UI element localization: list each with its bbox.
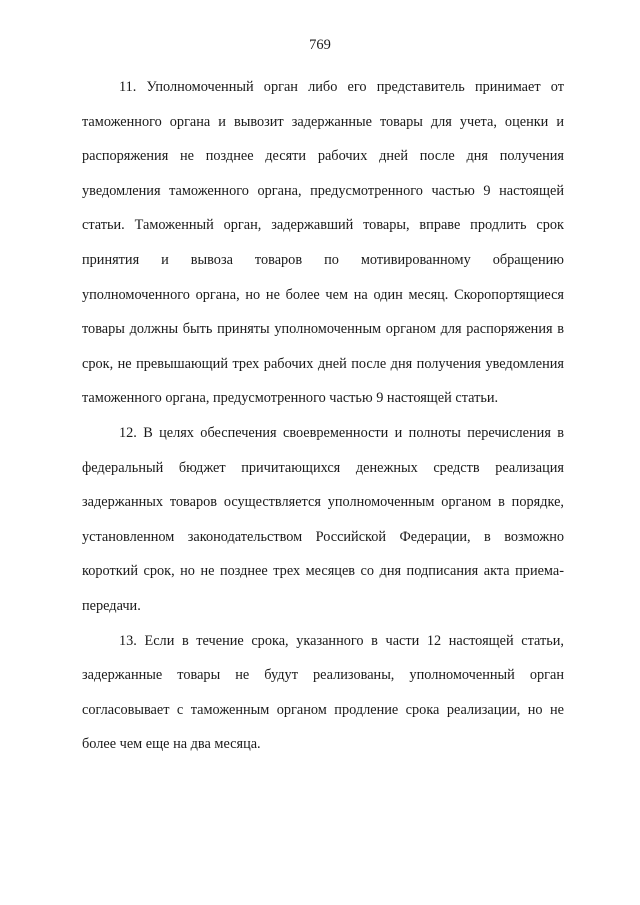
document-body xyxy=(82,70,564,762)
paragraph-12: 12. В целях обеспечения своевременности и полноты перечисления в федеральный бюджет причитающихся денежных средств реализация задержанных товаров осуществляется уполномоченным органом в порядке, установленном законодательством Российской Федерации, в возможно короткий срок, но не позднее трех месяцев со дня подписания акта приема-передачи. xyxy=(82,424,564,614)
paragraph-11: 11. Уполномоченный орган либо его представитель принимает от таможенного органа и вывозит задержанные товары для учета, оценки и распоряжения не позднее десяти рабочих дней после дня получения уведомления таможенного органа, предусмотренного частью 9 настоящей статьи. Таможенный орган, задержавший товары, вправе продлить срок принятия и вывоза товаров по мотивированному обращению уполномоченного органа, но не более чем на один месяц. Скоропортящиеся товары должны быть приняты уполномоченным органом для распоряжения в срок, не превышающий трех рабочих дней после дня получения уведомления таможенного органа, предусмотренного частью 9 настоящей статьи. xyxy=(82,79,564,407)
paragraph-13: 13. Если в течение срока, указанного в части 12 настоящей статьи, задержанные товары не будут реализованы, уполномоченный орган согласовывает с таможенным органом продление срока реализации, но не более чем еще на два месяца. xyxy=(82,632,564,753)
page-number: 769 xyxy=(309,37,331,53)
